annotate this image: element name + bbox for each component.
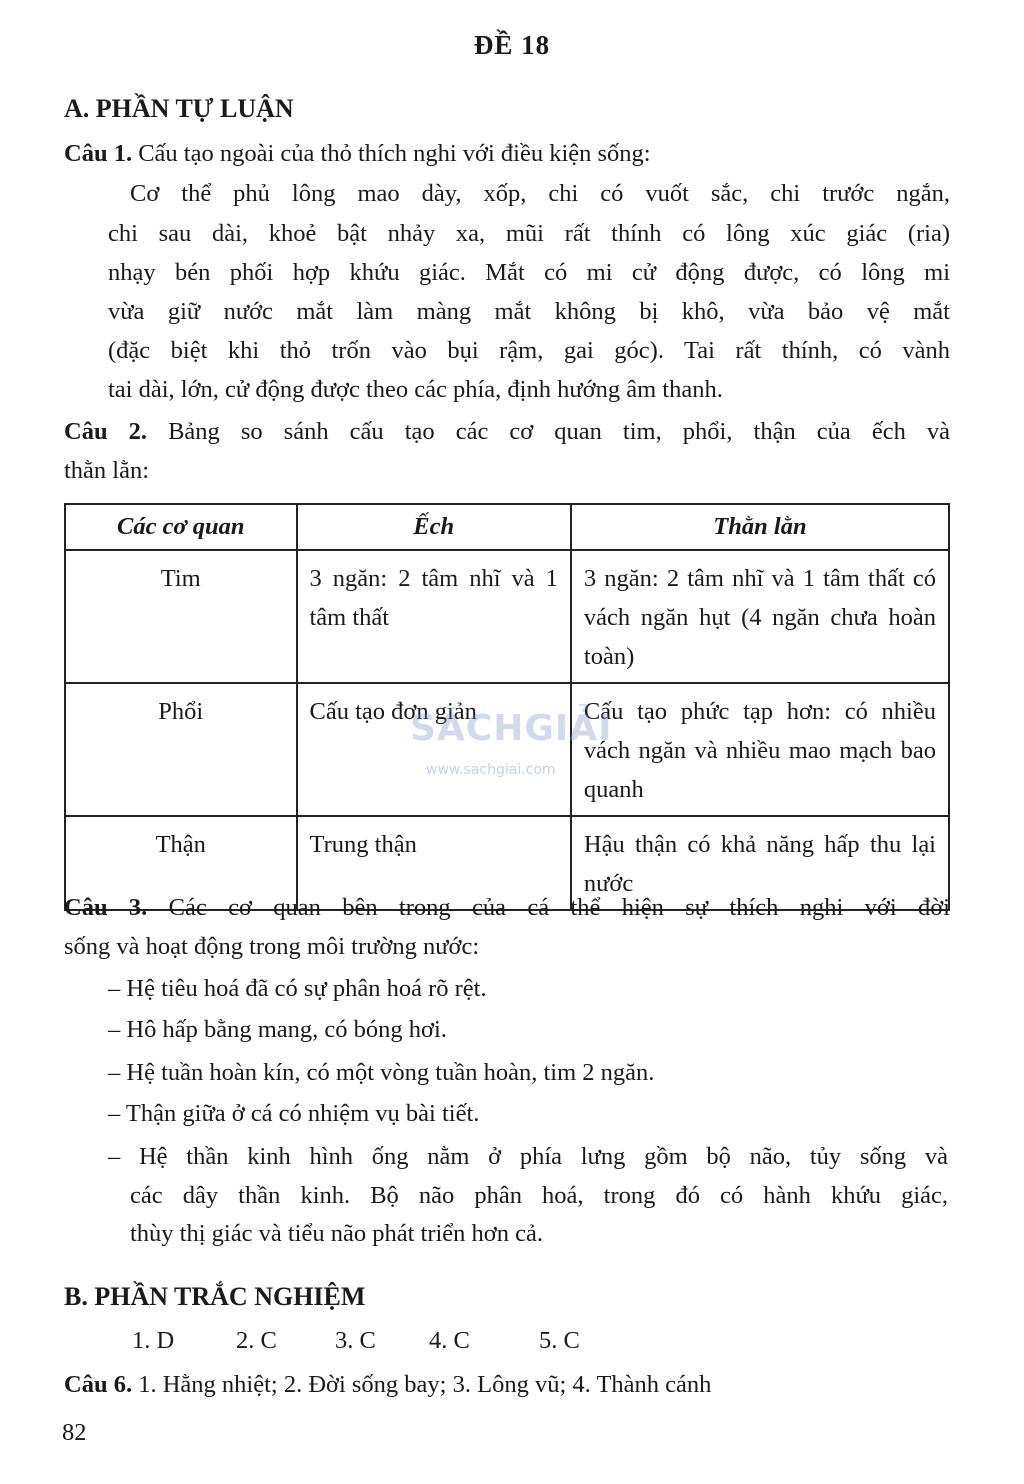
organ-cell: Thận bbox=[65, 816, 297, 910]
watermark-url: www.sachgiai.com bbox=[426, 762, 556, 778]
question-1-line: Cơ thể phủ lông mao dày, xốp, chi có vuốt sắc, chi trước ngắn, bbox=[130, 180, 950, 207]
question-6-text: 1. Hằng nhiệt; 2. Đời sống bay; 3. Lông vũ; 4. Thành cánh bbox=[132, 1371, 712, 1398]
list-item-cont: thùy thị giác và tiểu não phát triển hơn cả. bbox=[130, 1220, 543, 1247]
table-header: Các cơ quan bbox=[65, 504, 297, 550]
page-title: ĐỀ 18 bbox=[473, 30, 551, 60]
table-row bbox=[65, 683, 949, 816]
list-item: – Hệ tiêu hoá đã có sự phân hoá rõ rệt. bbox=[108, 975, 487, 1002]
question-1-line: nhạy bén phối hợp khứu giác. Mắt có mi cử động được, có lông mi bbox=[108, 259, 950, 286]
frog-cell: 3 ngăn: 2 tâm nhĩ và 1 tâm thất bbox=[297, 550, 571, 683]
table-header-row bbox=[65, 504, 949, 550]
organ-cell: Tim bbox=[65, 550, 297, 683]
question-1-line: tai dài, lớn, cử động được theo các phía, định hướng âm thanh. bbox=[108, 376, 723, 403]
question-3-prompt: Các cơ quan bên trong của cá thể hiện sự thích nghi với đời bbox=[147, 894, 950, 921]
answer-item: 5. C bbox=[539, 1327, 580, 1354]
comparison-table bbox=[64, 503, 950, 911]
question-1-label: Câu 1. bbox=[64, 140, 133, 167]
question-2-intro bbox=[64, 417, 950, 447]
section-b-heading: B. PHẦN TRẮC NGHIỆM bbox=[64, 1282, 366, 1311]
frog-cell: Cấu tạo đơn giản bbox=[297, 683, 571, 816]
section-a-heading: A. PHẦN TỰ LUẬN bbox=[64, 94, 294, 123]
question-6 bbox=[64, 1370, 711, 1400]
list-item-cont: các dây thần kinh. Bộ não phân hoá, trong đó có hành khứu giác, bbox=[130, 1182, 948, 1209]
table-header: Ếch bbox=[297, 504, 571, 550]
answer-item: 2. C bbox=[236, 1327, 277, 1354]
answer-list bbox=[132, 1326, 580, 1356]
watermark-brand: SÁCHGIẢI bbox=[410, 708, 613, 749]
question-1-line: (đặc biệt khi thỏ trốn vào bụi rậm, gai góc). Tai rất thính, có vành bbox=[108, 337, 950, 364]
lizard-cell: Hậu thận có khả năng hấp thu lại nước bbox=[571, 816, 949, 910]
list-item: – Hệ thần kinh hình ống nằm ở phía lưng gồm bộ não, tủy sống và bbox=[108, 1143, 948, 1170]
question-3-label: Câu 3. bbox=[64, 894, 148, 921]
question-2-prompt-cont: thằn lằn: bbox=[64, 457, 150, 484]
list-item: – Hệ tuần hoàn kín, có một vòng tuần hoàn, tim 2 ngăn. bbox=[108, 1059, 655, 1086]
lizard-cell: Cấu tạo phức tạp hơn: có nhiều vách ngăn và nhiều mao mạch bao quanh bbox=[571, 683, 949, 816]
organ-cell: Phổi bbox=[65, 683, 297, 816]
answer-item: 1. D bbox=[132, 1327, 175, 1354]
table-row bbox=[65, 550, 949, 683]
answer-item: 3. C bbox=[335, 1327, 376, 1354]
question-2-label: Câu 2. bbox=[64, 418, 148, 445]
frog-cell: Trung thận bbox=[297, 816, 571, 910]
lizard-cell: 3 ngăn: 2 tâm nhĩ và 1 tâm thất có vách ngăn hụt (4 ngăn chưa hoàn toàn) bbox=[571, 550, 949, 683]
question-1-intro bbox=[64, 139, 651, 169]
question-1-prompt: Cấu tạo ngoài của thỏ thích nghi với điều kiện sống: bbox=[132, 140, 651, 167]
question-1-line: chi sau dài, khoẻ bật nhảy xa, mũi rất thính có lông xúc giác (ria) bbox=[108, 220, 950, 247]
question-1-line: vừa giữ nước mắt làm màng mắt không bị khô, vừa bảo vệ mắt bbox=[108, 298, 950, 325]
list-item: – Hô hấp bằng mang, có bóng hơi. bbox=[108, 1016, 447, 1043]
question-6-label: Câu 6. bbox=[64, 1371, 133, 1398]
table-header: Thằn lằn bbox=[571, 504, 949, 550]
answer-item: 4. C bbox=[429, 1327, 470, 1354]
page-number: 82 bbox=[62, 1419, 87, 1446]
question-3-prompt-cont: sống và hoạt động trong môi trường nước: bbox=[64, 933, 480, 960]
question-3-intro bbox=[64, 893, 950, 923]
question-2-prompt: Bảng so sánh cấu tạo các cơ quan tim, phổi, thận của ếch và bbox=[147, 418, 950, 445]
list-item: – Thận giữa ở cá có nhiệm vụ bài tiết. bbox=[108, 1100, 480, 1127]
